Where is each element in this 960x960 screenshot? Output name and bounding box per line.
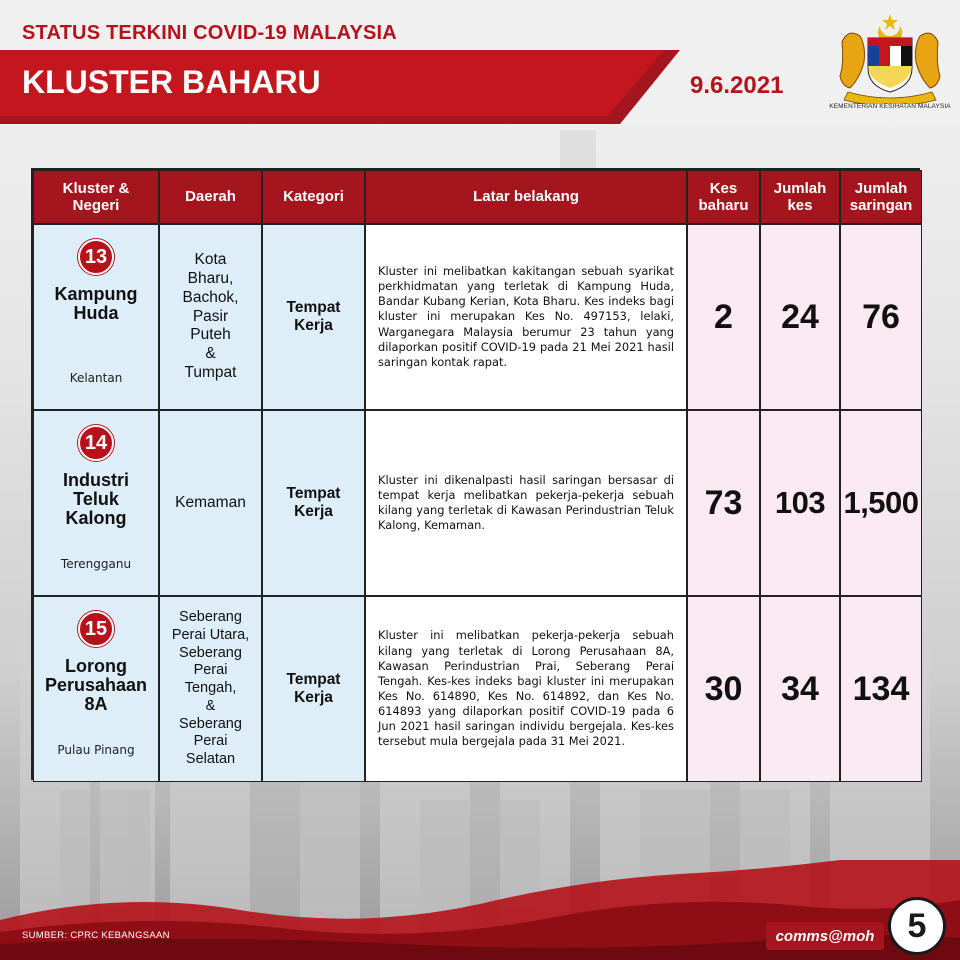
- header-label: Kes baharu: [698, 179, 749, 214]
- new-cases-value: 30: [704, 669, 743, 708]
- header-daerah: [159, 170, 262, 224]
- background-text: Kluster ini melibatkan pekerja-pekerja sebuah kilang yang terletak di Lorong Perusahaan 8A, Kawasan Perindustrian Prai, Seberang Perai Tengah. Kes-kes indeks bagi kluster ini merupakan Kes No. 614890, Kes No. 614892, dan Kes No. 614893 yang dilaporkan positif COVID-19 pada 6 Jun 2021 hasil saringan individu bergejala. Kes-kes tersebut mula bergejala pada 31 Mei 2021.: [378, 628, 674, 749]
- cluster-number-badge: 14: [78, 425, 114, 461]
- date-label: 9.6.2021: [690, 72, 784, 99]
- table-row-15-latar: [365, 596, 687, 782]
- header-label: Kategori: [283, 188, 344, 206]
- table-row-14-jumlah-kes: [760, 410, 840, 596]
- table-row-13-daerah: [159, 224, 262, 410]
- background-text: Kluster ini dikenalpasti hasil saringan bersasar di tempat kerja melibatkan pekerja-pekerja sebuah kilang yang terletak di Kawasan Perindustrian Teluk Kalong, Kemaman.: [378, 472, 674, 533]
- category-text: Tempat Kerja: [286, 671, 341, 706]
- header-label: Jumlah saringan: [849, 179, 913, 214]
- cluster-name: Industri Teluk Kalong: [63, 470, 129, 528]
- total-screening-value: 76: [862, 297, 900, 336]
- table-row-14-kes-baharu: [687, 410, 760, 596]
- header-kes-baharu: [687, 170, 760, 224]
- cluster-state: Kelantan: [69, 371, 123, 385]
- category-text: Tempat Kerja: [286, 299, 341, 334]
- new-cases-value: 2: [714, 297, 733, 336]
- table-row-14-daerah: [159, 410, 262, 596]
- table-row-13-jumlah-saringan: [840, 224, 922, 410]
- district-text: Kota Bharu, Bachok, Pasir Puteh & Tumpat: [182, 250, 239, 382]
- total-cases-value: 34: [781, 669, 819, 708]
- background-text: Kluster ini melibatkan kakitangan sebuah syarikat perkhidmatan yang terletak di Kampung Huda, Bandar Kubang Kerian, Kota Bharu. Kes indeks bagi kluster ini merupakan Kes No. 497153, lelaki, Warganegara Malaysia berumur 23 tahun yang dilaporkan positif COVID-19 pada 21 Mei 2021 hasil saringan kontak rapat.: [378, 263, 674, 369]
- header-latar-belakang: [365, 170, 687, 224]
- header-label: Daerah: [185, 188, 236, 206]
- table-row-15-kluster: [33, 596, 159, 782]
- table-row-15-kategori: [262, 596, 365, 782]
- table-row-15-daerah: [159, 596, 262, 782]
- table-row-13-kes-baharu: [687, 224, 760, 410]
- header-label: Latar belakang: [473, 188, 579, 206]
- cluster-name: Kampung Huda: [54, 284, 138, 323]
- table-row-15-jumlah-kes: [760, 596, 840, 782]
- table-row-14-latar: [365, 410, 687, 596]
- total-screening-value: 1,500: [843, 485, 919, 520]
- cluster-number-badge: 15: [78, 611, 114, 647]
- source-credit: SUMBER: CPRC KEBANGSAAN: [22, 930, 170, 941]
- district-text: Seberang Perai Utara, Seberang Perai Tengah, & Seberang Perai Selatan: [171, 609, 250, 767]
- new-cases-value: 73: [704, 483, 743, 522]
- page-title: KLUSTER BAHARU: [22, 64, 321, 100]
- header-kluster-negeri: [33, 170, 159, 224]
- table-row-14-kluster: [33, 410, 159, 596]
- cluster-state: Terengganu: [60, 557, 132, 571]
- total-screening-value: 134: [852, 669, 910, 708]
- cluster-number-badge: 13: [78, 239, 114, 275]
- clusters-table: [31, 168, 920, 780]
- status-title: STATUS TERKINI COVID-19 MALAYSIA: [22, 22, 397, 44]
- table-row-15-jumlah-saringan: [840, 596, 922, 782]
- ministry-name: KEMENTERIAN KESIHATAN MALAYSIA: [829, 103, 951, 110]
- district-text: Kemaman: [175, 493, 246, 511]
- coat-of-arms-logo: [834, 12, 946, 104]
- table-row-13-latar: [365, 224, 687, 410]
- total-cases-value: 24: [781, 297, 819, 336]
- cluster-state: Pulau Pinang: [57, 743, 135, 757]
- category-text: Tempat Kerja: [286, 485, 341, 520]
- header-label: Kluster & Negeri: [62, 179, 130, 214]
- table-row-14-jumlah-saringan: [840, 410, 922, 596]
- table-row-14-kategori: [262, 410, 365, 596]
- table-row-13-kategori: [262, 224, 365, 410]
- header-kategori: [262, 170, 365, 224]
- cluster-name: Lorong Perusahaan 8A: [44, 656, 148, 714]
- header-label: Jumlah kes: [773, 179, 827, 214]
- table-row-13-jumlah-kes: [760, 224, 840, 410]
- page-number: 5: [888, 897, 946, 955]
- total-cases-value: 103: [774, 485, 826, 520]
- comms-badge: comms@moh: [766, 922, 884, 950]
- header-jumlah-saringan: [840, 170, 922, 224]
- header-jumlah-kes: [760, 170, 840, 224]
- table-row-15-kes-baharu: [687, 596, 760, 782]
- table-row-13-kluster: [33, 224, 159, 410]
